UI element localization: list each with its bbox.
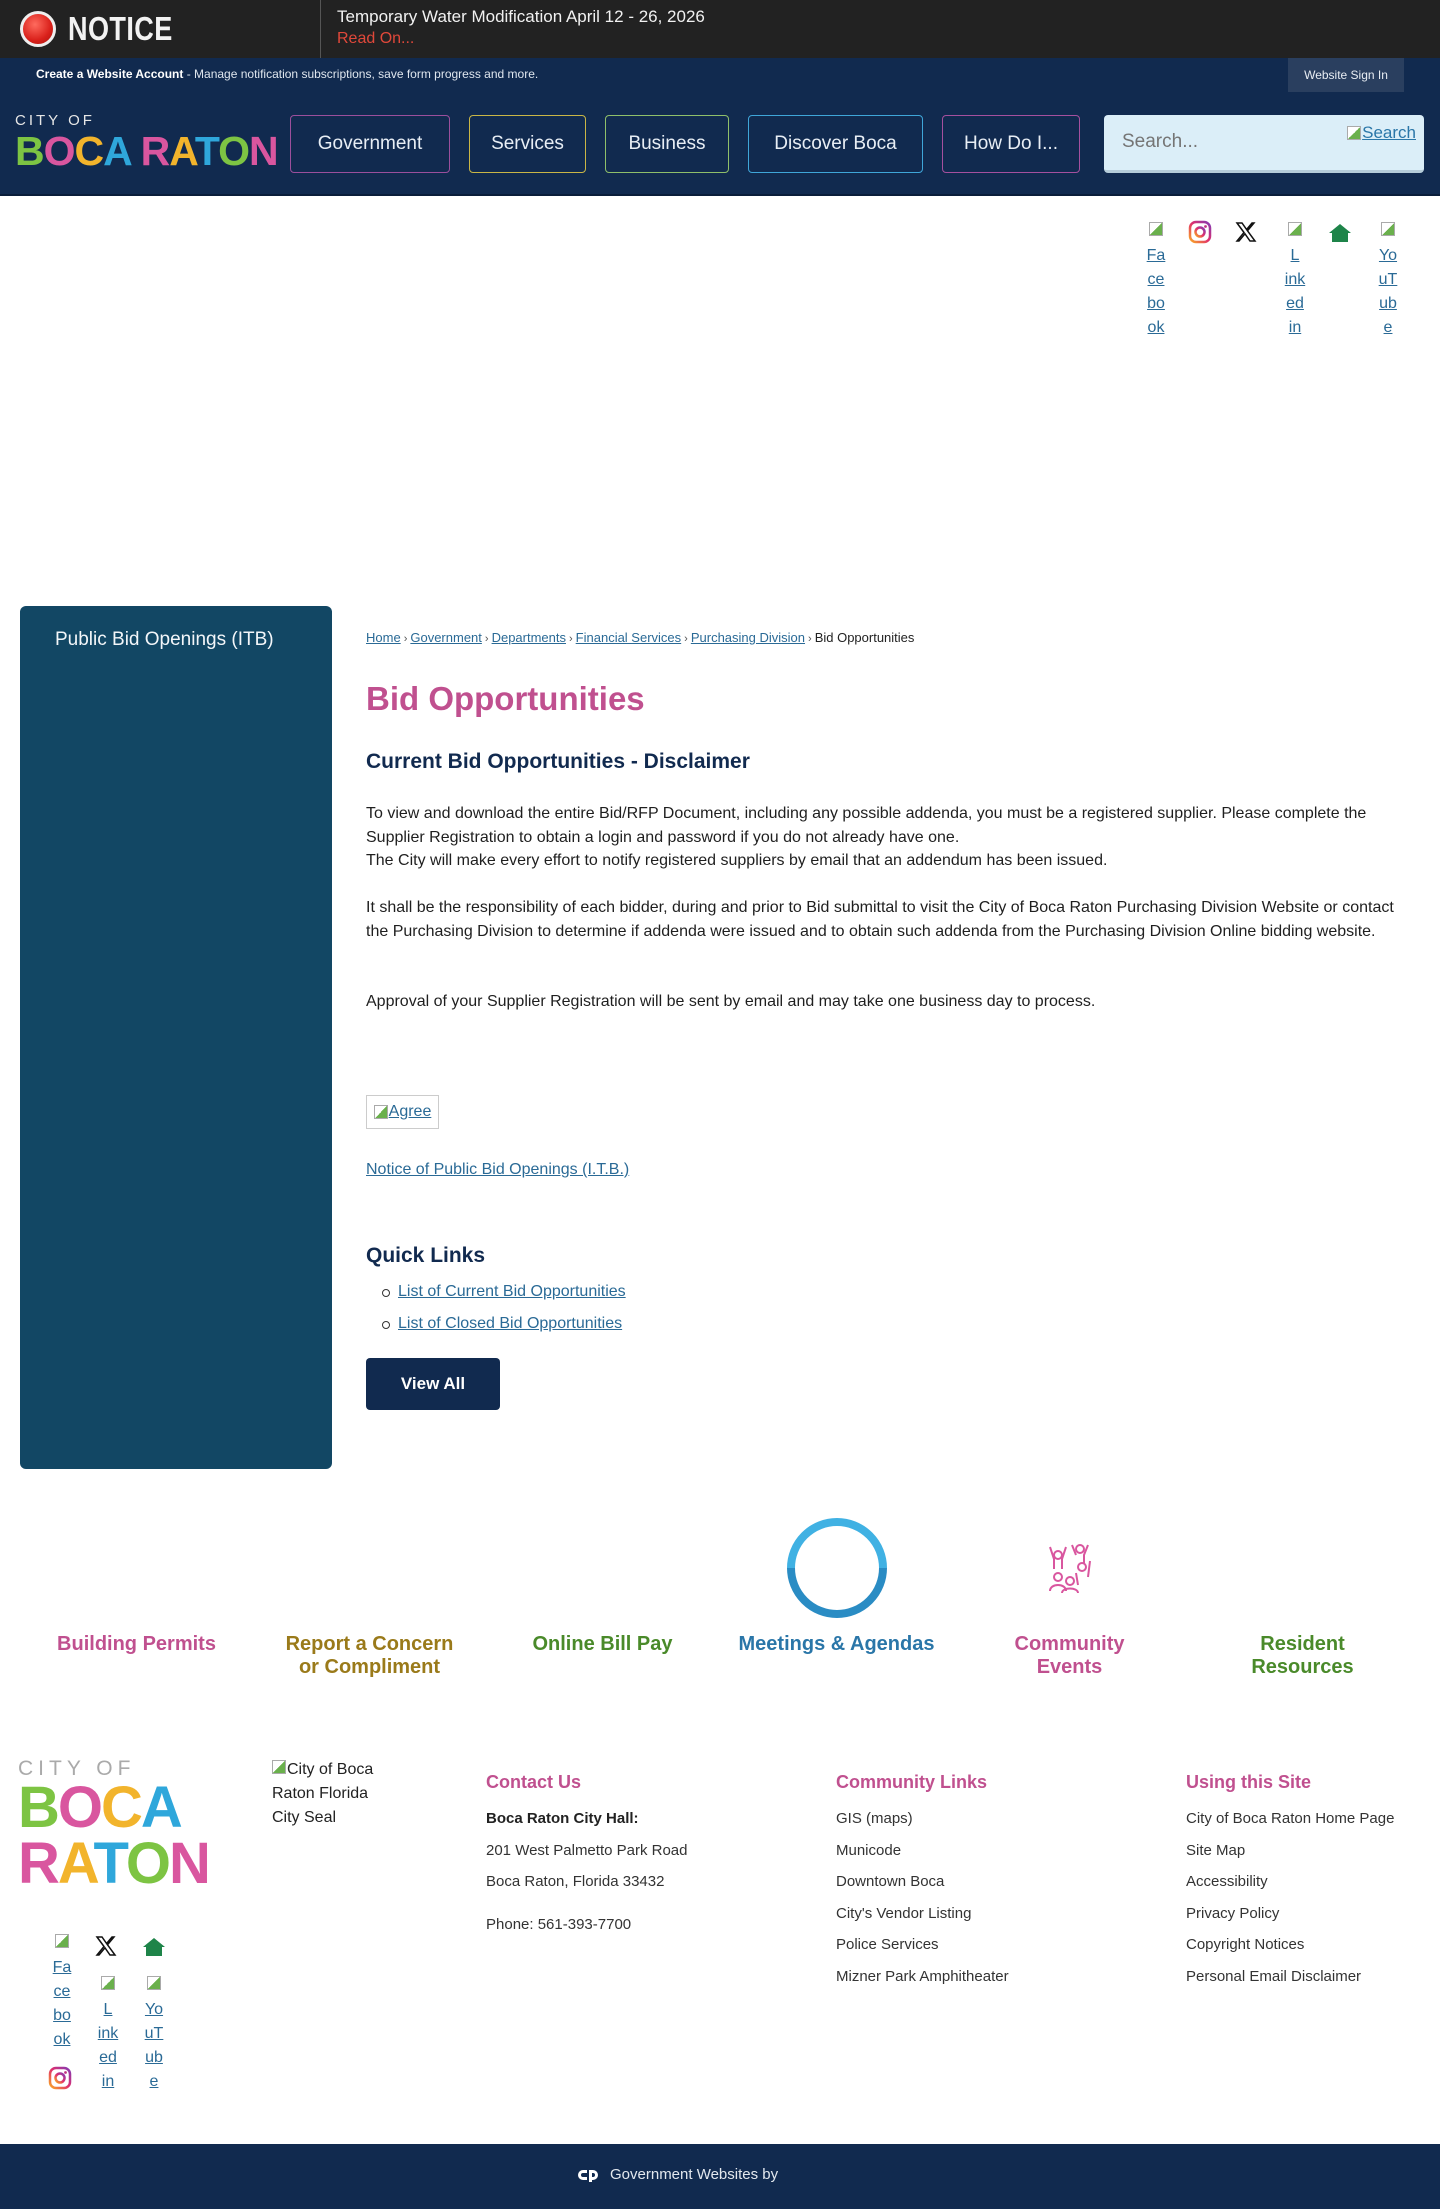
community-events-label: Community Events xyxy=(1014,1633,1125,1678)
footer-logo[interactable] xyxy=(18,1757,209,1896)
logo-name: BOCA RATON xyxy=(15,128,278,174)
linkedin-icon xyxy=(1288,222,1302,236)
breadcrumb-government[interactable]: Government xyxy=(410,630,482,645)
privacy-policy-link[interactable]: Privacy Policy xyxy=(1186,1904,1280,1922)
report-concern-label: Report a Concern or Compliment xyxy=(285,1633,454,1678)
facebook-icon xyxy=(1149,222,1163,236)
account-description: - Manage notification subscriptions, save form progress and more. xyxy=(183,67,539,81)
site-logo[interactable] xyxy=(15,113,278,173)
disclaimer-heading: Current Bid Opportunities - Disclaimer xyxy=(366,750,750,773)
agree-image-icon xyxy=(374,1105,388,1119)
breadcrumb-departments[interactable]: Departments xyxy=(491,630,566,645)
police-services-link[interactable]: Police Services xyxy=(836,1936,939,1953)
breadcrumb-current: Bid Opportunities xyxy=(814,630,915,645)
notice-bar xyxy=(0,0,1440,58)
site-map-link[interactable]: Site Map xyxy=(1186,1841,1246,1859)
search-button-label: Search xyxy=(1362,123,1416,142)
disclaimer-paragraph-2: The City will make every effort to notify registered suppliers by email that an addendum has been issued. xyxy=(366,852,1108,869)
nav-services[interactable]: Services xyxy=(469,115,586,173)
home-page-link[interactable]: City of Boca Raton Home Page xyxy=(1186,1810,1395,1827)
quick-link-building-permits[interactable] xyxy=(20,1510,253,1690)
accessibility-link[interactable]: Accessibility xyxy=(1186,1873,1268,1890)
credit-text: Government Websites by xyxy=(610,2166,779,2183)
city-seal-alt: City of Boca Raton Florida City Seal xyxy=(272,1761,374,1826)
quick-link-meetings-agendas[interactable] xyxy=(720,1510,953,1690)
nextdoor-link[interactable] xyxy=(1328,222,1352,252)
alert-dot-icon xyxy=(20,11,56,47)
facebook-icon xyxy=(55,1934,69,1948)
facebook-link[interactable]: Fa ce bo ok xyxy=(1142,220,1170,340)
footer-logo-boca: BOCA xyxy=(18,1775,181,1840)
nav-business[interactable]: Business xyxy=(605,115,729,173)
resident-resources-label: Resident Resources xyxy=(1251,1633,1354,1678)
quick-links-list xyxy=(398,1276,626,1340)
mizner-park-link[interactable]: Mizner Park Amphitheater xyxy=(836,1967,1009,1985)
notice-label xyxy=(0,0,321,58)
instagram-icon xyxy=(1188,220,1212,244)
footer-contact xyxy=(486,1772,786,1947)
search-button[interactable] xyxy=(1347,123,1416,143)
nextdoor-house-icon xyxy=(1328,222,1352,244)
linkedin-link[interactable]: L ink ed in xyxy=(1281,220,1309,340)
social-links-footer xyxy=(40,1932,180,2092)
people-celebrating-icon xyxy=(1044,1543,1096,1593)
notice-title: NOTICE xyxy=(68,10,173,47)
city-hall-name: Boca Raton City Hall: xyxy=(486,1810,639,1827)
footer-logo-raton: RATON xyxy=(18,1831,209,1896)
meetings-circle-icon xyxy=(785,1516,889,1620)
notice-public-bid-openings-link[interactable]: Notice of Public Bid Openings (I.T.B.) xyxy=(366,1161,630,1178)
disclaimer-paragraph-3: It shall be the responsibility of each bidder, during and prior to Bid submittal to visit the City of Boca Raton Purchasing Division Website or contact the Purchasing Division to determine if addenda were issued and to obtain such addenda from the Purchasing Division Online bidding website. xyxy=(366,899,1394,940)
search-box xyxy=(1104,115,1424,173)
youtube-icon xyxy=(147,1976,161,1990)
building-permits-label: Building Permits xyxy=(57,1633,216,1655)
view-all-button[interactable]: View All xyxy=(366,1358,500,1410)
instagram-link[interactable] xyxy=(1188,220,1212,252)
breadcrumb-financial-services[interactable]: Financial Services xyxy=(575,630,682,645)
current-bids-link[interactable]: List of Current Bid Opportunities xyxy=(398,1283,626,1300)
linkedin-icon xyxy=(101,1976,115,1990)
vendor-listing-link[interactable]: City's Vendor Listing xyxy=(836,1904,972,1922)
online-bill-pay-label: Online Bill Pay xyxy=(532,1633,673,1655)
agree-label: Agree xyxy=(388,1103,432,1120)
bottom-bar xyxy=(0,2144,1440,2209)
social-links-top xyxy=(1138,220,1418,340)
footer-linkedin-link[interactable]: L ink ed in xyxy=(94,1974,122,2094)
footer-youtube-link[interactable]: Yo uT ub e xyxy=(140,1974,168,2094)
quick-link-community-events[interactable] xyxy=(953,1510,1186,1690)
email-disclaimer-link[interactable]: Personal Email Disclaimer xyxy=(1186,1967,1362,1985)
address-line-1: 201 West Palmetto Park Road xyxy=(486,1841,688,1859)
downtown-boca-link[interactable]: Downtown Boca xyxy=(836,1873,945,1890)
search-icon xyxy=(1347,126,1361,140)
breadcrumb: Home › Government › Departments › Financial Services › Purchasing Division › Bid Opportunities xyxy=(366,630,915,645)
civicplus-credit[interactable] xyxy=(576,2166,778,2183)
footer-instagram-link[interactable] xyxy=(48,2066,72,2098)
notice-message: Temporary Water Modification April 12 - 26, 2026 xyxy=(337,7,705,26)
nav-discover-boca[interactable]: Discover Boca xyxy=(748,115,923,173)
footer-logo-city: CITY OF xyxy=(18,1757,136,1780)
municode-link[interactable]: Municode xyxy=(836,1841,902,1859)
copyright-notices-link[interactable]: Copyright Notices xyxy=(1186,1936,1305,1953)
search-input[interactable] xyxy=(1122,131,1322,153)
quick-link-resident-resources[interactable] xyxy=(1186,1510,1419,1690)
nav-government[interactable]: Government xyxy=(290,115,450,173)
city-seal-icon xyxy=(272,1760,286,1774)
notice-read-on-link[interactable]: Read On... xyxy=(337,30,415,47)
x-link[interactable] xyxy=(1234,220,1258,252)
contact-heading: Contact Us xyxy=(486,1772,582,1792)
nav-how-do-i[interactable]: How Do I... xyxy=(942,115,1080,173)
footer-nextdoor-link[interactable] xyxy=(142,1936,166,1966)
list-item xyxy=(398,1308,626,1340)
site-header xyxy=(0,94,1440,196)
meetings-agendas-label: Meetings & Agendas xyxy=(738,1633,935,1655)
website-sign-in-button[interactable]: Website Sign In xyxy=(1288,58,1404,92)
youtube-icon xyxy=(1381,222,1395,236)
quick-links-heading: Quick Links xyxy=(366,1244,486,1267)
nextdoor-house-icon xyxy=(142,1936,166,1958)
closed-bids-link[interactable]: List of Closed Bid Opportunities xyxy=(398,1315,623,1332)
quick-link-report-concern[interactable] xyxy=(253,1510,486,1690)
x-icon xyxy=(1234,220,1258,244)
account-message xyxy=(36,67,538,81)
community-links-heading: Community Links xyxy=(836,1772,988,1792)
create-account-link[interactable]: Create a Website Account xyxy=(36,67,184,81)
disclaimer-paragraph-4: Approval of your Supplier Registration will be sent by email and may take one business day to process. xyxy=(366,993,1096,1010)
footer-community-links xyxy=(836,1772,1136,1998)
civicplus-logo-icon xyxy=(576,2168,600,2182)
sidebar xyxy=(20,606,332,1469)
disclaimer-paragraph-1: To view and download the entire Bid/RFP Document, including any possible addenda, you must be a registered supplier. Please complete the Supplier Registration to obtain a login and password if you do not already have one. xyxy=(366,805,1367,846)
list-item xyxy=(398,1276,626,1308)
x-icon xyxy=(94,1934,118,1958)
sidebar-item-public-bid-openings[interactable]: Public Bid Openings (ITB) xyxy=(55,629,274,650)
instagram-icon xyxy=(48,2066,72,2090)
breadcrumb-home[interactable]: Home xyxy=(366,630,401,645)
address-line-2: Boca Raton, Florida 33432 xyxy=(486,1873,665,1890)
quick-link-online-bill-pay[interactable] xyxy=(486,1510,719,1690)
account-bar xyxy=(0,58,1440,94)
gis-maps-link[interactable]: GIS (maps) xyxy=(836,1810,913,1827)
youtube-link[interactable]: Yo uT ub e xyxy=(1374,220,1402,340)
city-seal-image xyxy=(272,1758,392,1830)
page-title: Bid Opportunities xyxy=(366,680,645,717)
breadcrumb-purchasing-division[interactable]: Purchasing Division xyxy=(690,630,806,645)
using-site-heading: Using this Site xyxy=(1186,1772,1312,1792)
agree-button[interactable] xyxy=(366,1095,439,1129)
logo-city-text: CITY OF xyxy=(15,112,95,129)
footer-x-link[interactable] xyxy=(94,1934,118,1966)
phone-number: Phone: 561-393-7700 xyxy=(486,1916,632,1933)
footer-using-site xyxy=(1186,1772,1406,1998)
footer-facebook-link[interactable]: Fa ce bo ok xyxy=(48,1932,76,2052)
